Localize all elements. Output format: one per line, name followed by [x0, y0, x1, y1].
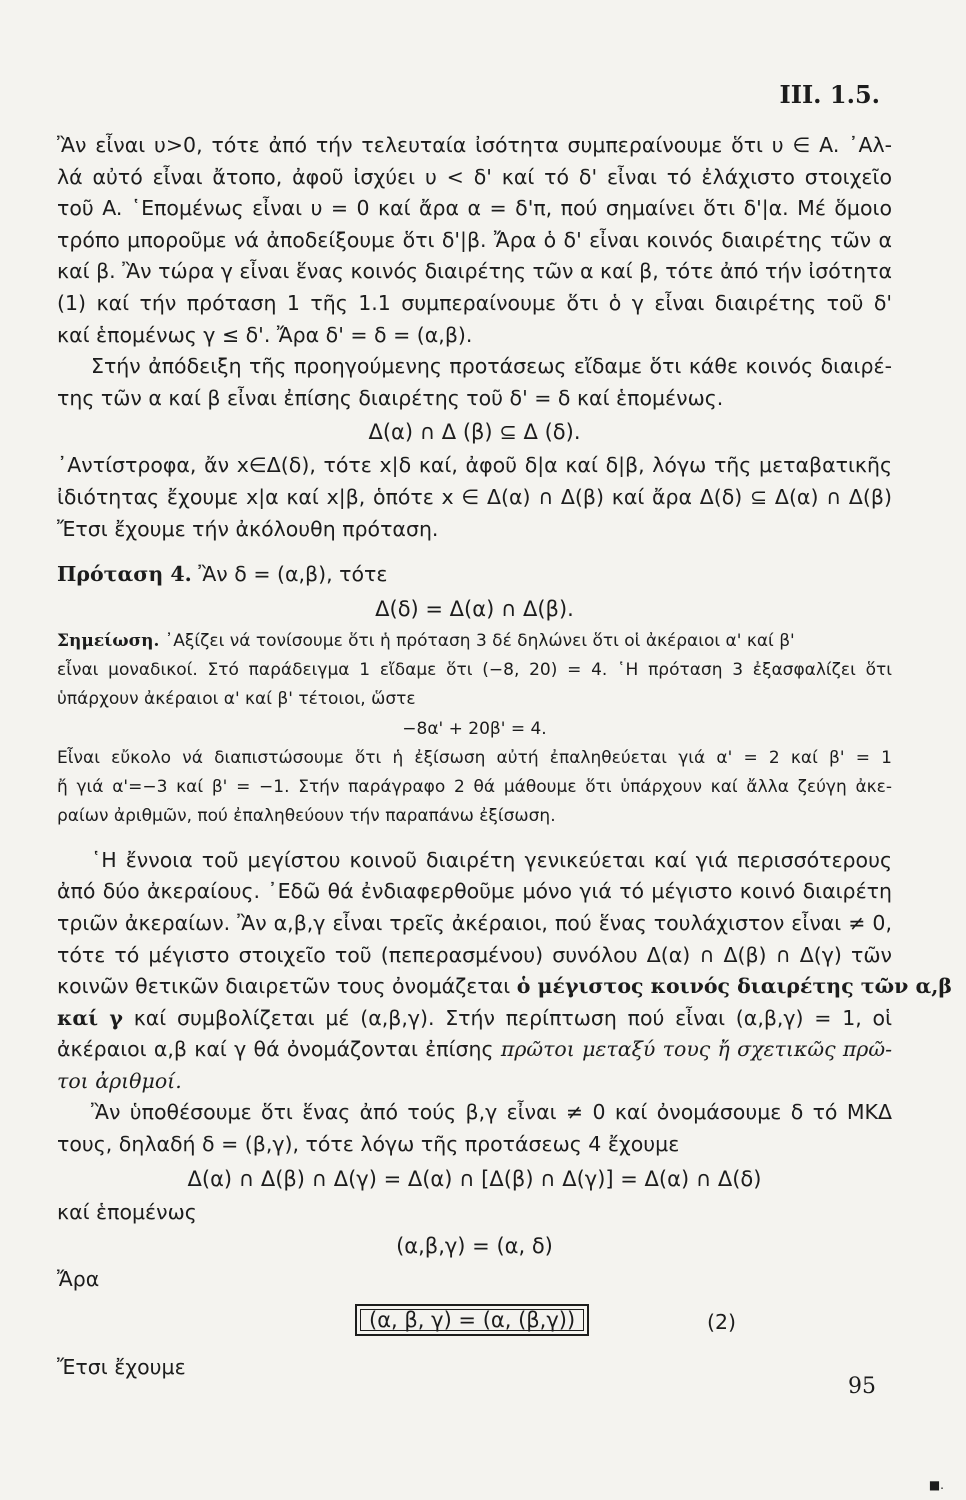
- text-line: τριῶν ἀκεραίων. Ἂν α,β,γ εἶναι τρεῖς ἀκέραιοι, πού ἕνας τουλάχιστον εἶναι ≠ 0,: [57, 910, 892, 935]
- text-line: ῾Η ἔννοια τοῦ μεγίστου κοινοῦ διαιρέτη γενικεύεται καί γιά περισσότερους: [91, 847, 892, 872]
- note-line: [57, 627, 892, 656]
- text-line: Ἔτσι ἔχουμε: [57, 1354, 186, 1379]
- text-line: καί ἑπομένως: [57, 1199, 197, 1224]
- text-line: [57, 1034, 892, 1066]
- definition-text: ἀκέραιοι α,β καί γ θά ὀνομάζονται ἐπίσης: [57, 1037, 501, 1062]
- note-line: Εἶναι εὔκολο νά διαπιστώσουμε ὅτι ἡ ἐξίσωση αὐτή ἐπαληθεύεται γιά α' = 2 καί β' = 1: [57, 747, 892, 768]
- section-header: III. 1.5.: [779, 80, 880, 109]
- note-heading: Σημείωση.: [57, 630, 160, 651]
- text-line: τους, δηλαδή δ = (β,γ), τότε λόγω τῆς προτάσεως 4 ἔχουμε: [57, 1132, 680, 1157]
- text-line: καί ἑπομένως γ ≤ δ'. Ἄρα δ' = δ = (α,β).: [57, 322, 473, 347]
- text-line: τότε τό μέγιστο στοιχεῖο τοῦ (πεπερασμένου) συνόλου Δ(α) ∩ Δ(β) ∩ Δ(γ) τῶν: [57, 942, 892, 967]
- page-body: [57, 130, 953, 1383]
- text-line: λά αὐτό εἶναι ἄτοπο, ἀφοῦ ἰσχύει υ < δ' καί τό δ' εἶναι τό ἐλάχιστο στοιχεῖο: [57, 164, 892, 189]
- text-line: Ἔτσι ἔχουμε τήν ἀκόλουθη πρόταση.: [57, 516, 439, 541]
- boxed-equation: (α, β, γ) = (α, (β,γ)): [355, 1304, 589, 1336]
- proposition-text: Ἂν δ = (α,β), τότε: [191, 562, 388, 587]
- text-line: (1) καί τήν πρόταση 1 τῆς 1.1 συμπεραίνουμε ὅτι ὁ γ εἶναι διαιρέτης τοῦ δ': [57, 290, 892, 315]
- boxed-equation-row: [57, 1296, 892, 1352]
- note-equation: −8α' + 20β' = 4.: [402, 718, 547, 739]
- text-line: ᾿Αντίστροφα, ἄν x∈Δ(δ), τότε x|δ καί, ἀφοῦ δ|α καί δ|β, λόγω τῆς μεταβατικῆς: [57, 453, 892, 478]
- note-line: ραίων ἀριθμῶν, πού ἐπαληθεύουν τήν παραπάνω ἐξίσωση.: [57, 805, 556, 826]
- text-line: Στήν ἀπόδειξη τῆς προηγούμενης προτάσεως εἴδαμε ὅτι κάθε κοινός διαιρέ-: [91, 354, 892, 379]
- equation: Δ(δ) = Δ(α) ∩ Δ(β).: [375, 596, 574, 621]
- proposition: [57, 559, 892, 591]
- equation: Δ(α) ∩ Δ(β) ∩ Δ(γ) = Δ(α) ∩ [Δ(β) ∩ Δ(γ)] = Δ(α) ∩ Δ(δ): [187, 1166, 762, 1191]
- definition-italic: τοι ἀριθμοί.: [57, 1068, 182, 1093]
- note-line: ἤ γιά α'=−3 καί β' = −1. Στήν παράγραφο 2 θά μάθουμε ὅτι ὑπάρχουν καί ἄλλα ζεύγη ἀκε-: [57, 776, 892, 797]
- note-text: ᾿Αξίζει νά τονίσουμε ὅτι ἡ πρόταση 3 δέ δηλώνει ὅτι οἱ ἀκέραιοι α' καί β': [159, 630, 795, 651]
- text-line: καί β. Ἂν τώρα γ εἶναι ἕνας κοινός διαιρέτης τῶν α καί β, τότε ἀπό τήν ἰσότητα: [57, 259, 892, 284]
- text-line: [57, 1003, 892, 1035]
- proposition-heading: Πρόταση 4.: [57, 562, 192, 587]
- definition-term: καί γ: [57, 1005, 123, 1030]
- text-line: της τῶν α καί β εἶναι ἐπίσης διαιρέτης τοῦ δ' = δ καί ἑπομένως.: [57, 385, 724, 410]
- definition-text: κοινῶν θετικῶν διαιρετῶν τους ὀνομάζεται: [57, 974, 517, 999]
- equation: Δ(α) ∩ Δ (β) ⊆ Δ (δ).: [368, 420, 581, 445]
- equation: (α,β,γ) = (α, δ): [396, 1234, 553, 1259]
- text-line: Ἂν ὑποθέσουμε ὅτι ἕνας ἀπό τούς β,γ εἶναι ≠ 0 καί ὀνομάσουμε δ τό ΜΚΔ: [91, 1100, 892, 1125]
- definition-italic: πρῶτοι μεταξύ τους ἤ σχετικῶς πρῶ-: [500, 1037, 892, 1062]
- page-number: 95: [848, 1374, 876, 1399]
- text-line: ἰδιότητας ἔχουμε x|α καί x|β, ὁπότε x ∈ Δ(α) ∩ Δ(β) καί ἄρα Δ(δ) ⊆ Δ(α) ∩ Δ(β): [57, 484, 892, 509]
- text-line: ἀπό δύο ἀκεραίους. ᾿Εδῶ θά ἐνδιαφερθοῦμε μόνο γιά τό μέγιστο κοινό διαιρέτη: [57, 879, 892, 904]
- text-line: Ἄρα: [57, 1267, 100, 1292]
- corner-mark: ■.: [928, 1478, 944, 1492]
- definition-term: ὁ μέγιστος κοινός διαιρέτης τῶν α,β: [516, 974, 953, 999]
- note-line: εἶναι μοναδικοί. Στό παράδειγμα 1 εἴδαμε ὅτι (−8, 20) = 4. ῾Η πρόταση 3 ἐξασφαλίζει ὅτι: [57, 659, 892, 680]
- note-line: ὑπάρχουν ἀκέραιοι α' καί β' τέτοιοι, ὥστε: [57, 688, 416, 709]
- text-line: τοῦ A. ῾Επομένως εἶναι υ = 0 καί ἄρα α = δ'π, πού σημαίνει ὅτι δ'|α. Μέ ὅμοιο: [57, 196, 892, 221]
- text-line: Ἂν εἶναι υ>0, τότε ἀπό τήν τελευταία ἰσότητα συμπεραίνουμε ὅτι υ ∈ A. ᾿Αλ-: [57, 133, 892, 157]
- text-line: [57, 971, 953, 1003]
- text-line: τρόπο μποροῦμε νά ἀποδείξουμε ὅτι δ'|β. Ἄρα ὁ δ' εἶναι κοινός διαιρέτης τῶν α: [57, 227, 892, 252]
- equation-number: (2): [707, 1309, 737, 1334]
- text-line: [57, 1066, 892, 1098]
- definition-text: καί συμβολίζεται μέ (α,β,γ). Στήν περίπτωση πού εἶναι (α,β,γ) = 1, οἱ: [122, 1005, 893, 1030]
